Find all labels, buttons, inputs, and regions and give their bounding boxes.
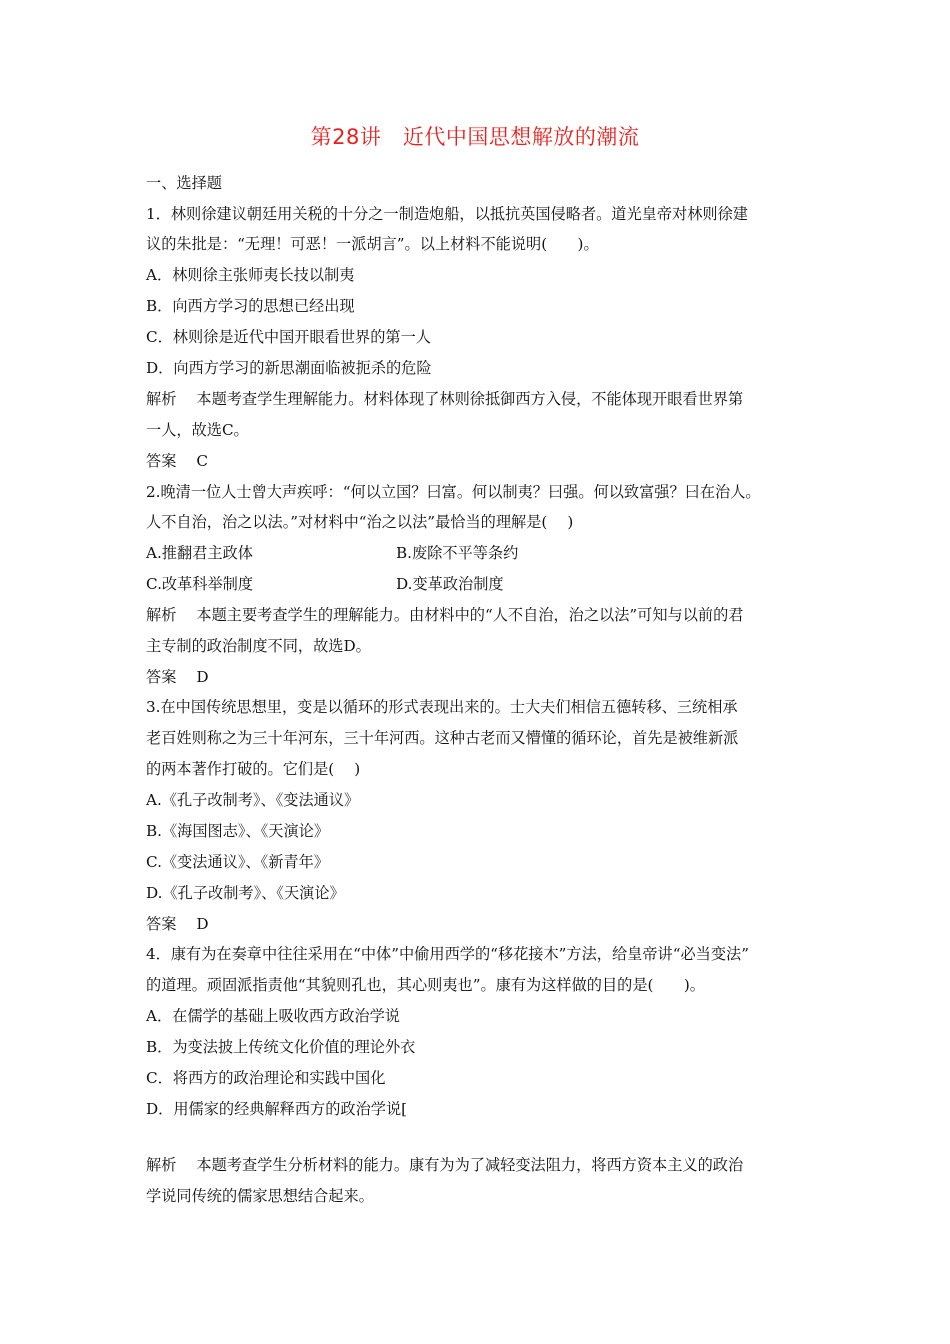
q3-answer-label: 答案 (146, 915, 177, 933)
q3-option-c: C.《变法通议》、《新青年》 (146, 853, 329, 871)
q3-option-b: B.《海国图志》、《天演论》 (146, 822, 330, 840)
q2-analysis-line1 (146, 605, 743, 625)
q1-option-a: A．林则徐主张师夷长技以制夷 (146, 266, 355, 284)
q4-stem-line1: 4．康有为在奏章中往往采用在“中体”中偷用西学的“移花接木”方法，给皇帝讲“必当变法” (146, 945, 749, 963)
q2-options-row2 (146, 574, 504, 594)
q3-option-d: D.《孔子改制考》、《天演论》 (146, 884, 345, 902)
q2-analysis-text: 本题主要考查学生的理解能力。由材料中的“人不自治，治之以法”可知与以前的君 (196, 606, 744, 624)
q3-option-a: A.《孔子改制考》、《变法通议》 (146, 791, 360, 809)
q2-answer-value: D (196, 668, 209, 686)
q1-analysis-line2: 一人，故选C。 (146, 421, 249, 439)
q4-analysis-line2: 学说同传统的儒家思想结合起来。 (146, 1187, 374, 1205)
q1-stem-line2: 议的朱批是：“无理！可恶！一派胡言”。以上材料不能说明( )。 (146, 235, 599, 253)
q1-option-b: B．向西方学习的思想已经出现 (146, 297, 355, 315)
q1-stem-line1: 1．林则徐建议朝廷用关税的十分之一制造炮船，以抵抗英国侵略者。道光皇帝对林则徐建 (146, 205, 748, 223)
q2-stem-line1: 2.晚清一位人士曾大声疾呼：“何以立国？曰富。何以制夷？曰强。何以致富强？曰在治人。 (146, 483, 761, 501)
q1-analysis-line1 (146, 389, 743, 409)
q4-stem-line2: 的道理。顽固派指责他“其貌则孔也，其心则夷也”。康有为这样做的目的是( )。 (146, 976, 705, 994)
q4-option-b: B．为变法披上传统文化价值的理论外衣 (146, 1038, 416, 1056)
q2-option-d: D.变革政治制度 (396, 575, 504, 593)
q2-analysis-label: 解析 (146, 606, 177, 624)
q4-option-a: A．在儒学的基础上吸收西方政治学说 (146, 1007, 400, 1025)
q4-analysis-label: 解析 (146, 1156, 177, 1174)
q2-analysis-line2: 主专制的政治制度不同，故选D。 (146, 637, 371, 655)
q4-option-c: C．将西方的政治理论和实践中国化 (146, 1069, 386, 1087)
q4-analysis-text: 本题考查学生分析材料的能力。康有为为了减轻变法阻力，将西方资本主义的政治 (196, 1156, 744, 1174)
q1-analysis-label: 解析 (146, 390, 177, 408)
q2-option-a: A.推翻君主政体 (146, 544, 253, 562)
q1-option-d: D．向西方学习的新思潮面临被扼杀的危险 (146, 359, 432, 377)
q1-option-c: C．林则徐是近代中国开眼看世界的第一人 (146, 328, 431, 346)
q4-analysis-line1 (146, 1155, 743, 1175)
q3-stem-line3: 的两本著作打破的。它们是( ) (146, 760, 361, 778)
q1-answer-value: C (196, 452, 208, 470)
q3-answer (146, 914, 209, 934)
q1-answer (146, 451, 208, 471)
q1-answer-label: 答案 (146, 452, 177, 470)
q4-option-d: D．用儒家的经典解释西方的政治学说[ (146, 1100, 408, 1118)
q2-options-row1 (146, 543, 519, 563)
page-title: 第28讲 近代中国思想解放的潮流 (310, 125, 640, 149)
q1-analysis-text: 本题考查学生理解能力。材料体现了林则徐抵御西方入侵，不能体现开眼看世界第 (196, 390, 744, 408)
q3-stem-line2: 老百姓则称之为三十年河东，三十年河西。这种古老而又懵懂的循环论，首先是被维新派 (146, 729, 739, 747)
q2-option-b: B.废除不平等条约 (396, 544, 519, 562)
q2-answer-label: 答案 (146, 668, 177, 686)
q3-stem-line1: 3.在中国传统思想里，变是以循环的形式表现出来的。士大夫们相信五德转移、三统相承 (146, 698, 738, 716)
q2-answer (146, 667, 209, 687)
section-heading: 一、选择题 (146, 174, 222, 192)
q2-stem-line2: 人不自治，治之以法。”对材料中“治之以法”最恰当的理解是( ) (146, 513, 574, 531)
q3-answer-value: D (196, 915, 209, 933)
q2-option-c: C.改革科举制度 (146, 575, 254, 593)
